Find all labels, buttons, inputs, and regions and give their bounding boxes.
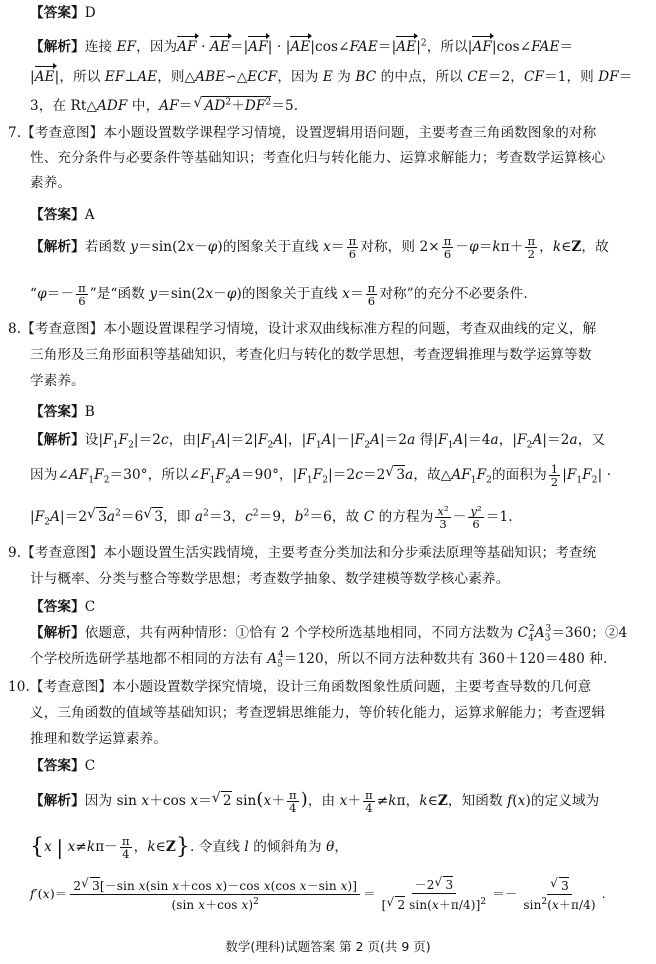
q9-solution-1: 【解析】依题意，共有两种情形：①恰有 2 个学校所选基地相同，不同方法数为 $C_4^2A_3^3=360$；②4 bbox=[30, 624, 628, 644]
q8-intent-3: 学素养。 bbox=[30, 373, 85, 389]
q10-solution-2: {x | x≠kπ－ $\frac{\pi}{4}$ ，k∈Z}. 令直线 l 的倾斜角为 θ， bbox=[30, 834, 349, 861]
q8-solution-1: 【解析】设$|F_1F_2|=2c$，由$|F_1A|=2|F_2A|$，$|F_1A|-|F_2A|=2a$ 得$|F_1A|=4a$，$|F_2A|=2a$，又 bbox=[30, 432, 606, 451]
q10-answer: 【答案】C bbox=[30, 758, 96, 774]
q10-derivative: f′(x)＝ $\frac{\text{2√ 3[－sin x(sin x＋cos x)－cos x(cos x－sin x)]}}{(\sin x+\cos x)^2}$ ＝ $\frac{-2√ 3}{[√ 2 \sin(x+\pi/4)]^2}$ ＝－ √ $\frac{3}{\sin^2(x+\pi/4)}$ . bbox=[30, 876, 634, 913]
q9-solution-2: 个学校所选研学基地都不相同的方法有 $A_5^4=120$，所以不同方法种数共有 360＋120＝480 种. bbox=[30, 650, 608, 670]
q7-intent-3: 素养。 bbox=[30, 175, 72, 191]
q8-intent-1: 8.【考查意图】本小题设置课程学习情境，设计求双曲线标准方程的问题，考查双曲线的定义，解 bbox=[8, 321, 597, 337]
q10-intent-2: 义，三角函数的值域等基础知识；考查逻辑思维能力，等价转化能力，运算求解能力；考查逻辑 bbox=[30, 705, 606, 721]
q7-solution-2: “φ＝－ $\frac{\pi}{6}$ ”是“函数 y＝sin(2x－φ)的图象关于直线 x＝ $\frac{\pi}{6}$ 对称”的充分不必要条件. bbox=[30, 281, 528, 308]
solution-line-3: 3，在 Rt△ADF 中，AF＝√ $AD^2+DF^2=5$. bbox=[30, 96, 634, 115]
q7-answer: 【答案】A bbox=[30, 207, 95, 223]
q8-answer: 【答案】B bbox=[30, 404, 95, 420]
q9-intent-1: 9.【考查意图】本小题设置生活实践情境，主要考查分类加法和分步乘法原理等基础知识；考查统 bbox=[8, 545, 597, 561]
q9-answer: 【答案】C bbox=[30, 599, 96, 615]
q8-intent-2: 三角形及三角形面积等基础知识，考查化归与转化的数学思想，考查逻辑推理与数学运算等数 bbox=[30, 347, 592, 363]
q7-intent-1: 7.【考查意图】本小题设置数学课程学习情境，设置逻辑用语问题，主要考查三角函数图象的对称 bbox=[8, 125, 597, 141]
page-footer: 数学(理科)试题答案 第 2 页(共 9 页) bbox=[225, 939, 431, 954]
q7-solution-1: 【解析】若函数 y＝sin(2x－φ)的图象关于直线 x＝ $\frac{\pi}{6}$ 对称，则 2× $\frac{\pi}{6}$ －φ＝kπ＋ $\frac{\pi}{2}$ ，k∈Z，故 bbox=[30, 234, 609, 261]
q8-solution-2: 因为$\angle AF_1F_2=30^\circ$，所以$\angle F_1F_2A=90^\circ$，$|F_1F_2|=2c=2√$ 3a，故$\triangle AF_1F_2$的面积为 $\frac{1}{2}$ $|F_1F_2|$ · bbox=[30, 463, 634, 488]
q10-solution-1: 【解析】因为 sin x＋cos x＝√ 2 sin(x＋ $\frac{\pi}{4}$ )，由 x＋ $\frac{\pi}{4}$ ≠kπ，k∈Z，知函数 f(x)的定义域为 bbox=[30, 789, 634, 814]
q9-intent-2: 计与概率、分类与整合等数学思想；考查数学抽象、数学建模等数学核心素养。 bbox=[30, 571, 510, 587]
q10-intent-3: 推理和数学运算素养。 bbox=[30, 731, 167, 747]
q7-intent-2: 性、充分条件与必要条件等基础知识；考查化归与转化能力、运算求解能力；考查数学运算核心 bbox=[30, 150, 606, 166]
answer-d: 【答案】D bbox=[30, 5, 96, 21]
q8-solution-3: $|F_2A|=2√$ $3a^2=6√$ 3，即 $a^2=3$，$c^2=9$，$b^2=6$，故 C 的方程为 $\frac{\text{x²}}{3}$ － $\frac{\text{y²}}{6}$ ＝1. bbox=[30, 505, 634, 530]
q10-intent-1: 10.【考查意图】本小题设置数学探究情境，设计三角函数图象性质问题，主要考查导数的几何意 bbox=[8, 679, 592, 695]
solution-line-1: 【解析】连接 EF，因为AF · $AE=|AF| \cdot |AE|\cos\angle FAE=|AE|^2$，所以|AF|cos∠FAE＝ bbox=[30, 38, 574, 55]
solution-line-2: |AE|，所以 EF⊥AE，则△ABE∽△ECF，因为 E 为 BC 的中点，所以 CE＝2，CF＝1，则 DF＝ bbox=[30, 69, 633, 85]
